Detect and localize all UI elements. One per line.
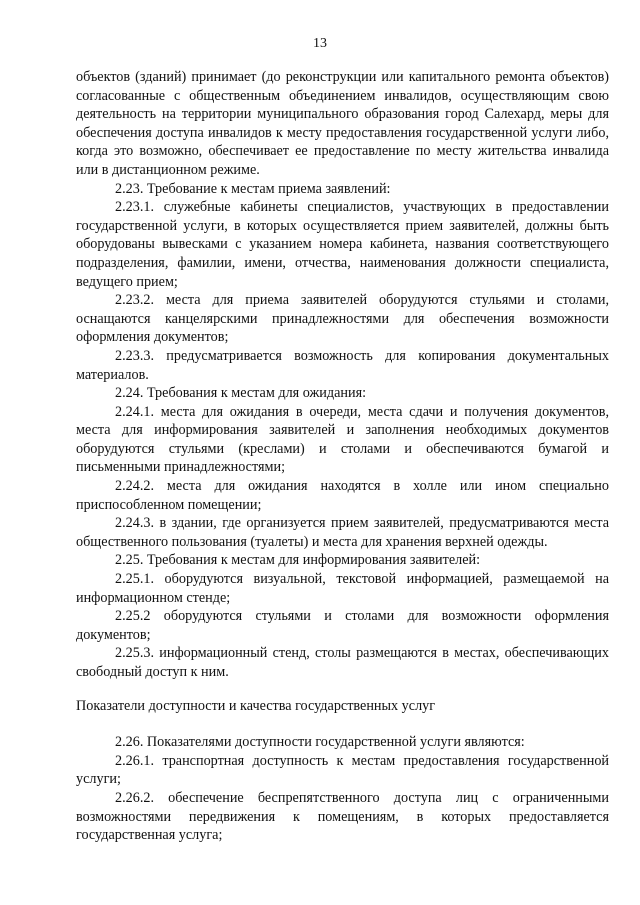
paragraph: 2.25.2 оборудуются стульями и столами для возможности оформления документов; <box>76 608 609 643</box>
paragraph: 2.24.2. места для ожидания находятся в холле или ином специально приспособленном помещении; <box>76 478 609 513</box>
paragraph: 2.23.1. служебные кабинеты специалистов, участвующих в предоставлении государственной услуги, в которых осуществляется прием заявителей, должны быть оборудованы вывесками с указанием номера кабинета, названия соответствующего подразделения, фамилии, имени, отчества, наименования должности специалиста, ведущего прием; <box>76 199 609 290</box>
paragraph: 2.23. Требование к местам приема заявлений: <box>115 180 391 197</box>
document-body <box>76 68 609 845</box>
paragraph: 2.26.1. транспортная доступность к местам предоставления государственной услуги; <box>76 752 609 788</box>
paragraph: 2.26.2. обеспечение беспрепятственного доступа лиц с ограниченными возможностями передвижения к помещениям, в которых предоставляется государственная услуга; <box>76 789 609 844</box>
paragraph: 2.23.2. места для приема заявителей оборудуются стульями и столами, оснащаются канцелярскими принадлежностями для обеспечения возможности оформления документов; <box>76 292 609 346</box>
paragraph: 2.24.3. в здании, где организуется прием заявителей, предусматриваются места общественного пользования (туалеты) и места для хранения верхней одежды. <box>76 515 609 550</box>
page-number: 13 <box>313 36 327 51</box>
paragraph: 2.24.1. места для ожидания в очереди, места сдачи и получения документов, места для информирования заявителей и заполнения необходимых документов оборудуются стульями (креслами) и столами и обеспечиваются бумагой и письменными принадлежностями; <box>76 403 609 476</box>
paragraph: 2.25.1. оборудуются визуальной, текстовой информацией, размещаемой на информационном стенде; <box>76 571 609 606</box>
section-heading: Показатели доступности и качества государственных услуг <box>76 697 436 714</box>
paragraph: 2.23.3. предусматривается возможность для копирования документальных материалов. <box>76 347 609 383</box>
paragraph: 2.24. Требования к местам для ожидания: <box>115 385 367 402</box>
paragraph: 2.26. Показателями доступности государственной услуги являются: <box>115 734 525 751</box>
paragraph: 2.25.3. информационный стенд, столы размещаются в местах, обеспечивающих свободный доступ к ним. <box>76 645 609 680</box>
paragraph: объектов (зданий) принимает (до реконструкции или капитального ремонта объектов) согласованные с общественным объединением инвалидов, осуществляющим свою деятельность на территории муниципального образования город Салехард, меры для обеспечения доступа инвалидов к месту предоставления государственной услуги либо, когда это возможно, обеспечивает ее предоставление по месту жительства инвалида или в дистанционном режиме. <box>76 69 609 178</box>
paragraph: 2.25. Требования к местам для информирования заявителей: <box>115 552 481 569</box>
